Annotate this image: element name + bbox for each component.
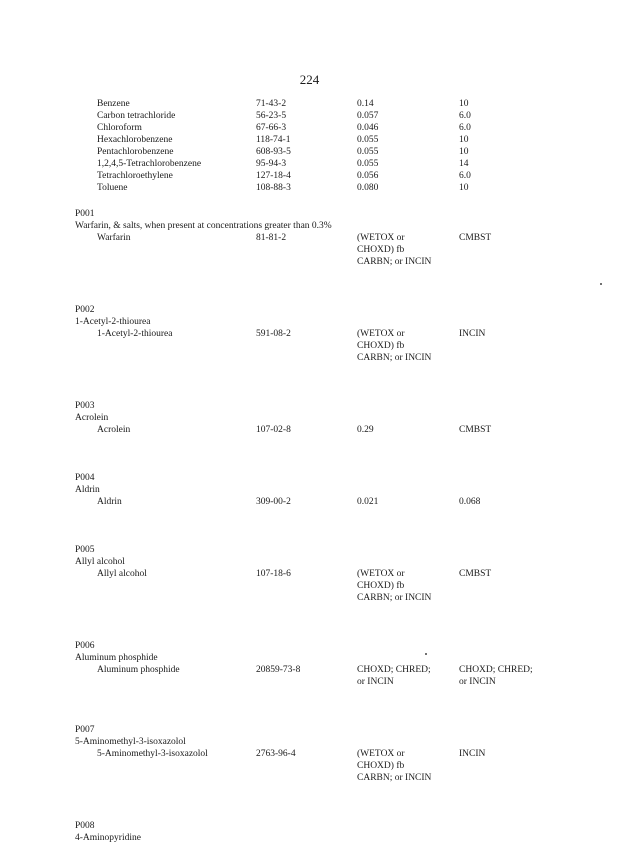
wastewater-standard: CARBN; or INCIN	[357, 257, 432, 267]
wastewater-standard: 0.057	[357, 111, 379, 121]
page-number: 224	[299, 72, 320, 87]
wastewater-standard: CHOXD) fb	[357, 341, 405, 351]
waste-description-text: 5-Aminomethyl-3-isoxazolol	[75, 737, 186, 747]
wastewater-standard: 0.055	[357, 147, 379, 157]
wastewater-standard: CARBN; or INCIN	[357, 593, 432, 603]
constituent-name: Chloroform	[97, 123, 142, 133]
waste-description-text: Warfarin, & salts, when present at concentrations greater than 0.3%	[75, 221, 332, 231]
table-row	[0, 328, 619, 340]
waste-description	[0, 484, 619, 496]
constituent-name: Aldrin	[97, 497, 122, 507]
nonwastewater-standard: CMBST	[459, 233, 492, 243]
waste-description-text: 1-Acetyl-2-thiourea	[75, 317, 151, 327]
table-row	[0, 146, 619, 158]
table-row	[0, 664, 619, 676]
constituent-name: Carbon tetrachloride	[97, 111, 176, 121]
table-row	[0, 424, 619, 436]
nonwastewater-standard: or INCIN	[459, 677, 496, 687]
waste-code-label: P002	[75, 305, 95, 315]
cas-number: 608-93-5	[256, 147, 291, 157]
wastewater-standard: CHOXD) fb	[357, 245, 405, 255]
table-row-continued	[0, 760, 619, 772]
waste-code	[0, 304, 619, 316]
waste-description	[0, 556, 619, 568]
table-row-continued	[0, 244, 619, 256]
cas-number: 67-66-3	[256, 123, 287, 133]
waste-description-text: Aldrin	[75, 485, 100, 495]
wastewater-standard: CHOXD) fb	[357, 761, 405, 771]
waste-description	[0, 220, 619, 232]
waste-code	[0, 820, 619, 832]
wastewater-standard: 0.055	[357, 159, 379, 169]
waste-code	[0, 208, 619, 220]
constituent-name: 1,2,4,5-Tetrachlorobenzene	[97, 159, 202, 169]
cas-number: 108-88-3	[256, 183, 291, 193]
waste-code	[0, 724, 619, 736]
wastewater-standard: (WETOX or	[357, 233, 405, 243]
wastewater-standard: 0.021	[357, 497, 379, 507]
waste-description-text: 4-Aminopyridine	[75, 833, 141, 843]
wastewater-standard: or INCIN	[357, 677, 394, 687]
table-row	[0, 134, 619, 146]
cas-number: 71-43-2	[256, 99, 287, 109]
waste-code	[0, 640, 619, 652]
waste-description	[0, 316, 619, 328]
nonwastewater-standard: CMBST	[459, 569, 492, 579]
table-row-continued	[0, 592, 619, 604]
nonwastewater-standard: CHOXD; CHRED;	[459, 665, 533, 675]
table-row	[0, 182, 619, 194]
cas-number: 591-08-2	[256, 329, 291, 339]
wastewater-standard: (WETOX or	[357, 329, 405, 339]
constituent-name: Benzene	[97, 99, 130, 109]
wastewater-standard: (WETOX or	[357, 749, 405, 759]
table-row	[0, 748, 619, 760]
constituent-name: Acrolein	[97, 425, 131, 435]
table-row	[0, 110, 619, 122]
waste-code-label: P003	[75, 401, 95, 411]
waste-code-label: P004	[75, 473, 95, 483]
nonwastewater-standard: INCIN	[459, 749, 486, 759]
wastewater-standard: CARBN; or INCIN	[357, 773, 432, 783]
wastewater-standard: (WETOX or	[357, 569, 405, 579]
wastewater-standard: 0.055	[357, 135, 379, 145]
cas-number: 2763-96-4	[256, 749, 296, 759]
cas-number: 127-18-4	[256, 171, 291, 181]
cas-number: 309-00-2	[256, 497, 291, 507]
table-row-continued	[0, 256, 619, 268]
waste-description-text: Acrolein	[75, 413, 109, 423]
constituent-name: Hexachlorobenzene	[97, 135, 173, 145]
constituent-name: Aluminum phosphide	[97, 665, 180, 675]
waste-code	[0, 544, 619, 556]
table-row	[0, 568, 619, 580]
waste-code-label: P005	[75, 545, 95, 555]
wastewater-standard: 0.046	[357, 123, 379, 133]
cas-number: 107-02-8	[256, 425, 291, 435]
table-row	[0, 170, 619, 182]
nonwastewater-standard: 0.068	[459, 497, 481, 507]
cas-number: 95-94-3	[256, 159, 287, 169]
table-row-continued	[0, 772, 619, 784]
cas-number: 81-81-2	[256, 233, 287, 243]
waste-code-label: P008	[75, 821, 95, 831]
table-row	[0, 232, 619, 244]
table-row-continued	[0, 340, 619, 352]
wastewater-standard: CARBN; or INCIN	[357, 353, 432, 363]
nonwastewater-standard: 10	[459, 183, 469, 193]
wastewater-standard: 0.29	[357, 425, 374, 435]
wastewater-standard: 0.056	[357, 171, 379, 181]
table-row	[0, 496, 619, 508]
wastewater-standard: 0.14	[357, 99, 374, 109]
constituent-name: 5-Aminomethyl-3-isoxazolol	[97, 749, 208, 759]
constituent-name: Toluene	[97, 183, 128, 193]
waste-code	[0, 472, 619, 484]
table-row	[0, 98, 619, 110]
waste-description	[0, 832, 619, 844]
cas-number: 118-74-1	[256, 135, 291, 145]
waste-description	[0, 412, 619, 424]
cas-number: 20859-73-8	[256, 665, 301, 675]
waste-code-label: P007	[75, 725, 95, 735]
table-row-continued	[0, 580, 619, 592]
table-row-continued	[0, 352, 619, 364]
cas-number: 56-23-5	[256, 111, 287, 121]
wastewater-standard: CHOXD) fb	[357, 581, 405, 591]
nonwastewater-standard: 6.0	[459, 123, 471, 133]
nonwastewater-standard: 6.0	[459, 111, 471, 121]
nonwastewater-standard: 10	[459, 147, 469, 157]
table-row	[0, 158, 619, 170]
table-row-continued	[0, 676, 619, 688]
scan-speck	[425, 653, 427, 655]
waste-description-text: Allyl alcohol	[75, 557, 125, 567]
nonwastewater-standard: 10	[459, 99, 469, 109]
cas-number: 107-18-6	[256, 569, 291, 579]
table-row	[0, 122, 619, 134]
waste-description	[0, 652, 619, 664]
nonwastewater-standard: INCIN	[459, 329, 486, 339]
nonwastewater-standard: 6.0	[459, 171, 471, 181]
constituent-name: 1-Acetyl-2-thiourea	[97, 329, 173, 339]
wastewater-standard: 0.080	[357, 183, 379, 193]
constituent-name: Pentachlorobenzene	[97, 147, 174, 157]
nonwastewater-standard: 14	[459, 159, 469, 169]
constituent-name: Warfarin	[97, 233, 131, 243]
nonwastewater-standard: 10	[459, 135, 469, 145]
constituent-name: Allyl alcohol	[97, 569, 147, 579]
waste-description-text: Aluminum phosphide	[75, 653, 158, 663]
waste-code	[0, 400, 619, 412]
waste-description	[0, 736, 619, 748]
nonwastewater-standard: CMBST	[459, 425, 492, 435]
wastewater-standard: CHOXD; CHRED;	[357, 665, 431, 675]
waste-code-label: P001	[75, 209, 95, 219]
constituent-name: Tetrachloroethylene	[97, 171, 173, 181]
scan-speck	[600, 283, 602, 285]
waste-code-label: P006	[75, 641, 95, 651]
